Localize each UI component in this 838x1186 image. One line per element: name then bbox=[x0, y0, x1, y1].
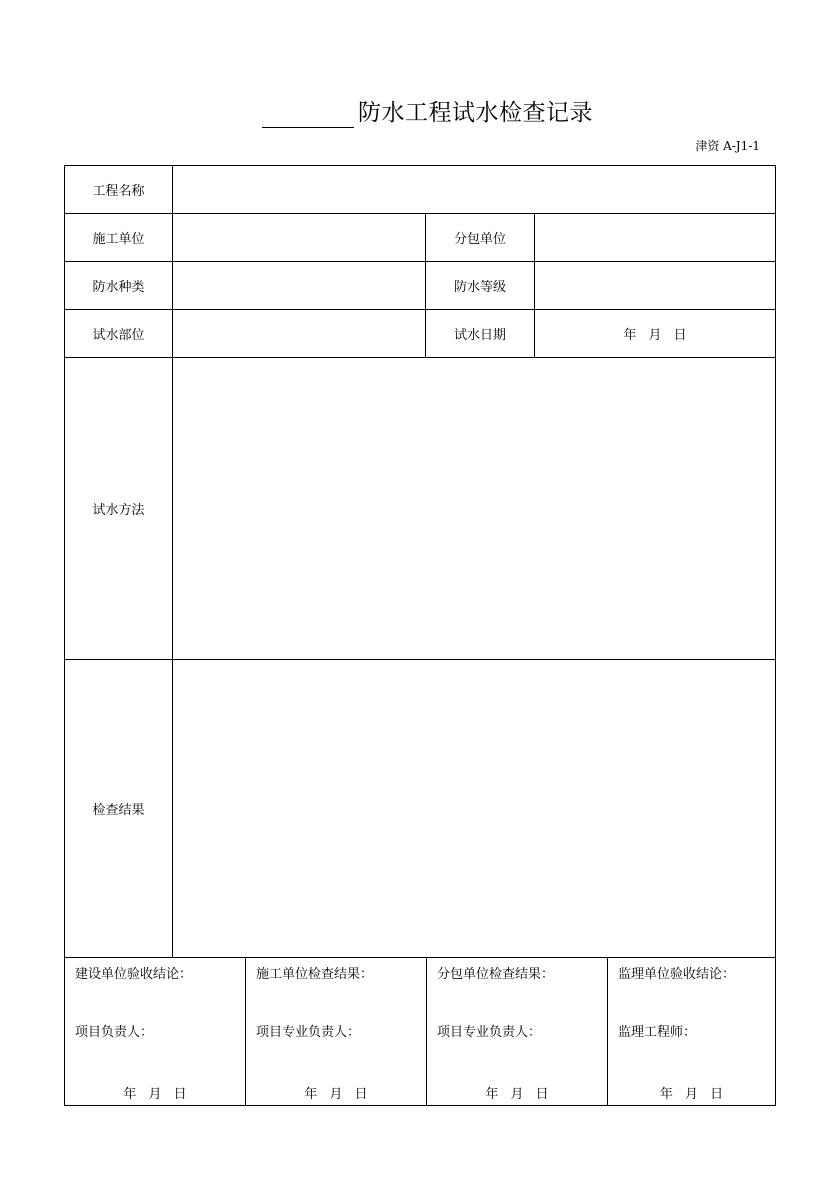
subcontract-unit-label: 分包单位 bbox=[426, 214, 535, 262]
supervision-unit-signature-cell[interactable] bbox=[608, 957, 776, 1106]
title-text: 防水工程试水检查记录 bbox=[358, 100, 593, 126]
waterproof-type-label: 防水种类 bbox=[65, 262, 173, 310]
table-row bbox=[65, 166, 776, 214]
inspection-result-label: 检查结果 bbox=[65, 660, 173, 958]
subcontract-unit-field[interactable] bbox=[535, 214, 776, 262]
form-title bbox=[262, 92, 593, 128]
owner-unit-conclusion-label: 建设单位验收结论： bbox=[75, 967, 193, 982]
waterproof-grade-label: 防水等级 bbox=[426, 262, 535, 310]
project-name-field[interactable] bbox=[173, 166, 776, 214]
construction-unit-signature-cell[interactable] bbox=[246, 957, 427, 1106]
signature-table bbox=[64, 957, 776, 1106]
form-code: 津资 A-J1-1 bbox=[695, 139, 760, 153]
construction-unit-field[interactable] bbox=[173, 214, 426, 262]
test-location-field[interactable] bbox=[173, 310, 426, 358]
construction-unit-label: 施工单位 bbox=[65, 214, 173, 262]
test-date-field[interactable]: 年 月 日 bbox=[535, 310, 776, 358]
waterproof-type-field[interactable] bbox=[173, 262, 426, 310]
table-row bbox=[65, 358, 776, 660]
table-row bbox=[65, 214, 776, 262]
subcontract-unit-signature-cell[interactable] bbox=[427, 957, 608, 1106]
owner-unit-person-label: 项目负责人： bbox=[75, 1025, 154, 1040]
table-row bbox=[65, 660, 776, 958]
test-method-label: 试水方法 bbox=[65, 358, 173, 660]
project-name-label: 工程名称 bbox=[65, 166, 173, 214]
table-row bbox=[65, 310, 776, 358]
table-row bbox=[65, 262, 776, 310]
test-method-field[interactable] bbox=[173, 358, 776, 660]
construction-unit-date: 年 月 日 bbox=[304, 1087, 368, 1102]
supervision-unit-conclusion-label: 监理单位验收结论： bbox=[618, 967, 736, 982]
test-location-label: 试水部位 bbox=[65, 310, 173, 358]
record-table bbox=[64, 165, 776, 958]
subcontract-unit-date: 年 月 日 bbox=[485, 1087, 549, 1102]
test-date-label: 试水日期 bbox=[426, 310, 535, 358]
owner-unit-date: 年 月 日 bbox=[123, 1087, 187, 1102]
construction-unit-person-label: 项目专业负责人： bbox=[256, 1025, 361, 1040]
subcontract-unit-person-label: 项目专业负责人： bbox=[437, 1025, 542, 1040]
construction-unit-result-label: 施工单位检查结果： bbox=[256, 967, 374, 982]
inspection-result-field[interactable] bbox=[173, 660, 776, 958]
owner-unit-signature-cell[interactable] bbox=[65, 957, 246, 1106]
subcontract-unit-result-label: 分包单位检查结果： bbox=[437, 967, 555, 982]
table-row bbox=[65, 957, 776, 1106]
supervision-engineer-label: 监理工程师： bbox=[618, 1025, 697, 1040]
title-blank-field[interactable] bbox=[262, 97, 354, 128]
waterproof-grade-field[interactable] bbox=[535, 262, 776, 310]
supervision-unit-date: 年 月 日 bbox=[659, 1087, 724, 1102]
